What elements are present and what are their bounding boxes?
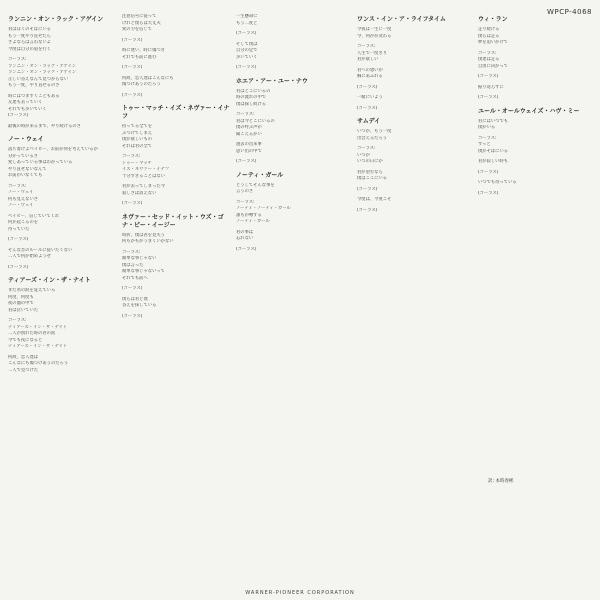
lyric-line: 愛の力を信じて <box>122 27 153 32</box>
song-title: ホエア・アー・ユー・ナウ <box>236 77 308 85</box>
lyric-line: (コーラス) <box>236 31 257 36</box>
lyric-line: 何か起こるのを <box>8 220 39 225</box>
lyric-line: それでも前に進む <box>122 54 157 60</box>
lyric-line: 傷つけあうのだろう <box>122 82 161 87</box>
lyric-line: 愛しあっている事はわかっている <box>8 160 73 165</box>
song-block <box>236 78 346 166</box>
lyric-line: 君は泣いていた <box>8 307 39 313</box>
lyric-line: ランニン・オン・ラック・アゲイン <box>8 63 77 69</box>
lyric-line: (コーラス) <box>122 37 143 43</box>
lyric-line: 時に迷い、時に傷つき <box>122 48 165 53</box>
lyric-line: 僕がいる <box>478 125 496 130</box>
song-block <box>8 16 118 130</box>
lyric-line: もう一度やり直せたら <box>8 33 51 39</box>
lyric-line: 簡単な事じゃないって <box>122 269 165 274</box>
lyric-line: コーラス: <box>122 249 141 255</box>
lyric-line: 僕らは走る <box>478 33 500 39</box>
lyric-line: 言うのさ <box>236 189 254 194</box>
lyric-line: いつか、もう一度 <box>357 129 392 134</box>
lyric-line: それでも歩いていく <box>8 106 47 112</box>
lyric-line: 僕の呼ぶ声が <box>236 125 262 130</box>
lyric-line: ノーティ・ノーティ・ガール <box>236 206 291 211</box>
lyric-line: 君が望むなら <box>357 169 383 175</box>
lyric-line: けれど僕らは大丈夫 <box>122 20 161 26</box>
lyric-line: (コーラス) <box>122 313 143 319</box>
lyric-line: ノー・ウェイ <box>8 190 34 195</box>
lyric-line: (コーラス) <box>122 65 143 70</box>
lyric-line: 君はどこにいるの <box>236 88 271 94</box>
lyric-line: 誰もが噂する <box>236 212 262 218</box>
lyric-line: 自由に向かって <box>478 63 509 69</box>
lyric-line: (コーラス) <box>236 65 257 70</box>
song-block <box>122 105 232 208</box>
lyric-line: 友達も去っていく <box>8 100 43 105</box>
song-title: ティアーズ・イン・ザ・ナイト <box>8 277 91 284</box>
lyric-line: 時にはつまずくこともある <box>8 93 60 99</box>
lyric-line: コーラス: <box>478 135 497 141</box>
lyric-line: ベイビー、信じていてくれ <box>8 213 60 219</box>
lyric-line: ぶつけてしまえ <box>122 130 153 136</box>
lyric-line: (コーラス) <box>8 113 29 118</box>
lyric-line: 君への想いが <box>357 67 383 73</box>
lyric-line: 分かっているさ <box>8 153 39 159</box>
lyric-line: 二人が別れた時の君の涙 <box>8 331 56 336</box>
lyric-line: (コーラス) <box>122 92 143 98</box>
lyric-line: まだ君の涙を覚えている <box>8 288 56 293</box>
lyric-line: 僕がそばにいる <box>478 148 509 154</box>
lyric-line: もう一度、やり直せるのさ <box>8 83 60 88</box>
lyric-line: もう二度と <box>236 20 258 26</box>
lyric-line: いつか <box>357 152 370 158</box>
lyric-line: (コーラス) <box>122 286 143 291</box>
lyric-line: 君が去ってしまった今 <box>122 184 165 189</box>
publisher-footer: WARNER-PIONEER CORPORATION <box>245 590 355 596</box>
lyric-line: 落ち着けよベイビー、お前が何を考えているか <box>8 147 98 152</box>
lyric-line: お前がいなくても <box>8 173 43 178</box>
lyric-line: 正しい答えなんて見つからない <box>8 76 69 82</box>
lyric-line: 君が寂しい時も <box>478 159 509 164</box>
song-title: トゥー・マッチ・イズ・ネヴァー・イナフ <box>122 105 230 120</box>
lyrics-column <box>236 14 346 259</box>
lyric-line: (コーラス) <box>478 169 499 175</box>
lyric-line: 僕が欲しいもの <box>122 137 153 142</box>
lyric-line: (コーラス) <box>478 74 499 79</box>
lyric-line: ティアーズ・イン・ザ・ナイト <box>8 344 68 349</box>
lyric-line: コーラス: <box>236 199 255 205</box>
lyric-line: 僕達は走る <box>478 57 500 62</box>
lyric-line: 過去の出来事 <box>236 142 262 147</box>
lyric-line: (コーラス) <box>357 207 378 213</box>
lyric-line: いつの日にか <box>357 159 383 164</box>
song-block <box>478 16 588 102</box>
lyric-line: 二人で何か始めようぜ <box>8 254 51 259</box>
song-title: ノーティ・ガール <box>236 171 284 179</box>
lyric-line: イズ・ネヴァー・イナフ <box>122 167 170 172</box>
lyric-line: 簡単な事じゃない <box>122 256 157 261</box>
lyric-line: ランニン・オン・ラック・アゲイン <box>8 70 77 75</box>
lyric-line: (コーラス) <box>8 237 29 242</box>
lyric-line: 何も見えないさ <box>8 196 39 202</box>
lyric-line: どうしてそんな事を <box>236 182 275 188</box>
lyric-line: 君は今どこにいるの <box>236 118 275 124</box>
lyric-line: 十分すぎることはない <box>122 173 165 179</box>
lyric-line: (コーラス) <box>236 159 257 164</box>
lyric-line: 今夜は一生に一度 <box>357 27 392 32</box>
lyric-line: コーラス: <box>122 154 141 159</box>
lyric-line: 胸にあふれる <box>357 74 383 79</box>
song-block <box>8 136 118 271</box>
song-block <box>357 16 467 112</box>
lyric-line: 二人で見つけた <box>8 367 39 373</box>
song-title: ノー・ウェイ <box>8 136 44 143</box>
lyric-line: (コーラス) <box>236 246 257 252</box>
lyric-line: ノーティ・ガール <box>236 219 270 224</box>
lyric-line: (コーラス) <box>357 105 378 111</box>
lyric-line: 君はぼくのそばにいる <box>8 27 51 32</box>
lyrics-column <box>8 14 118 380</box>
lyric-line: 忘れない <box>236 236 254 241</box>
lyric-line: (コーラス) <box>8 264 29 270</box>
lyric-line: こんなにも傷つけあうのだろう <box>8 361 69 366</box>
lyric-line: (コーラス) <box>478 95 499 100</box>
lyric-line: 聞こえるかい <box>236 131 262 137</box>
song-title: ユール・オールウェイズ・ハヴ・ミー <box>478 107 580 115</box>
lyric-line: トゥー・マッチ <box>122 160 152 166</box>
lyric-line: 君にはいつでも <box>478 118 509 124</box>
song-block <box>357 118 467 214</box>
lyric-line: (コーラス) <box>122 201 143 206</box>
lyric-line: 最後の時が来るまで、やり続けるのさ <box>8 123 81 129</box>
translator-credit: 訳: 本時春彬 <box>488 479 514 484</box>
lyric-line: コーラス: <box>8 183 27 189</box>
lyric-line: 思い出の中で <box>236 148 262 154</box>
lyrics-column <box>478 14 588 203</box>
lyrics-column <box>357 14 467 220</box>
lyric-line: 持ってる全てを <box>122 124 153 129</box>
song-block <box>8 277 118 374</box>
lyric-line: 人生で一度きり <box>357 50 388 56</box>
lyric-line: そんな昔のルールに従いたくない <box>8 247 73 253</box>
lyric-line: 今度は、今度こそ <box>357 197 392 202</box>
lyric-line: ノー・ウェイ <box>8 203 34 208</box>
lyric-line: やり直せないなんて <box>8 166 47 172</box>
lyric-line: それでも前へ <box>122 275 148 281</box>
lyric-line: それは君の全て <box>122 143 153 149</box>
lyric-line: 自分の足で <box>236 48 258 53</box>
lyric-line: 一生懸命に <box>236 14 258 19</box>
lyric-line: 君の事は <box>236 229 254 235</box>
lyric-line: コーラス: <box>8 57 27 62</box>
lyric-line: 僕らは君と僕 <box>122 296 148 302</box>
lyric-line: 一緒にいよう <box>357 95 383 100</box>
lyric-line: (コーラス) <box>357 186 378 192</box>
lyric-line: そして僕は <box>236 41 258 47</box>
lyric-line: (コーラス) <box>478 190 499 196</box>
song-block <box>236 14 346 72</box>
lyric-line: コーラス: <box>478 50 497 56</box>
song-title: ウィ・ラン <box>478 16 508 23</box>
lyric-line: 注意信号に従って <box>122 14 157 19</box>
lyric-line: 歩いていく <box>236 54 258 60</box>
lyric-line: 僕は言った <box>122 262 144 268</box>
lyric-line: 何故、恋人達はこんなにも <box>122 75 174 81</box>
lyric-line: ティアーズ・イン・ザ・ナイト <box>8 324 68 330</box>
lyric-line: 僕はここにいる <box>357 176 388 181</box>
lyric-line: 答えを探している <box>122 303 157 308</box>
lyric-line: 走り続ける <box>478 27 500 32</box>
song-block <box>236 172 346 254</box>
song-title: ネヴァー・セッド・イット・ウズ・ゴナ・ビー・イージー <box>122 213 224 229</box>
lyric-line: 時の流れの中で <box>236 95 267 100</box>
song-block <box>122 14 232 99</box>
song-title: サムデイ <box>357 118 381 125</box>
lyric-line: 夢を追いかけて <box>478 40 509 45</box>
lyric-line: (コーラス) <box>357 84 378 90</box>
song-block <box>122 214 232 321</box>
lyric-line: コーラス: <box>357 146 376 151</box>
song-title: ランニン・オン・ラック・アゲイン <box>8 16 104 23</box>
lyric-line: 僕は探し続ける <box>236 101 267 107</box>
lyric-line: 今度は自分の道を行く <box>8 46 51 52</box>
lyrics-column <box>122 14 232 326</box>
lyric-line: 寂しさは消えない <box>122 190 157 196</box>
lyric-line: コーラス: <box>8 318 27 323</box>
lyric-line: 待っていた <box>8 226 30 232</box>
lyric-line: いつでも待っている <box>478 180 517 185</box>
lyric-line: 振り返らずに <box>478 84 504 90</box>
catalog-number: WPCP-4068 <box>547 8 592 16</box>
lyric-line: コーラス: <box>357 44 376 49</box>
lyric-line: 出会えるだろう <box>357 135 388 141</box>
lyric-line: 何度、何度も <box>8 294 34 300</box>
lyric-line: ずっと <box>478 142 491 147</box>
lyric-line: 何故、恋人達は <box>8 354 39 360</box>
lyric-line: 何もかもがうまくいかない <box>122 239 174 244</box>
song-block <box>478 108 588 198</box>
lyric-line: さよならは言わないよ <box>8 40 51 45</box>
lyric-line: コーラス: <box>236 112 255 117</box>
lyric-line: 今でも夜になると <box>8 337 43 343</box>
lyric-line: 君が欲しい <box>357 57 379 62</box>
lyric-line: 夜の闇の中で <box>8 301 34 306</box>
lyric-line: 今、何かが変わる <box>357 33 392 39</box>
lyric-line: 時折、僕は君を見失う <box>122 232 165 238</box>
song-title: ワンス・イン・ア・ライフタイム <box>357 16 446 23</box>
